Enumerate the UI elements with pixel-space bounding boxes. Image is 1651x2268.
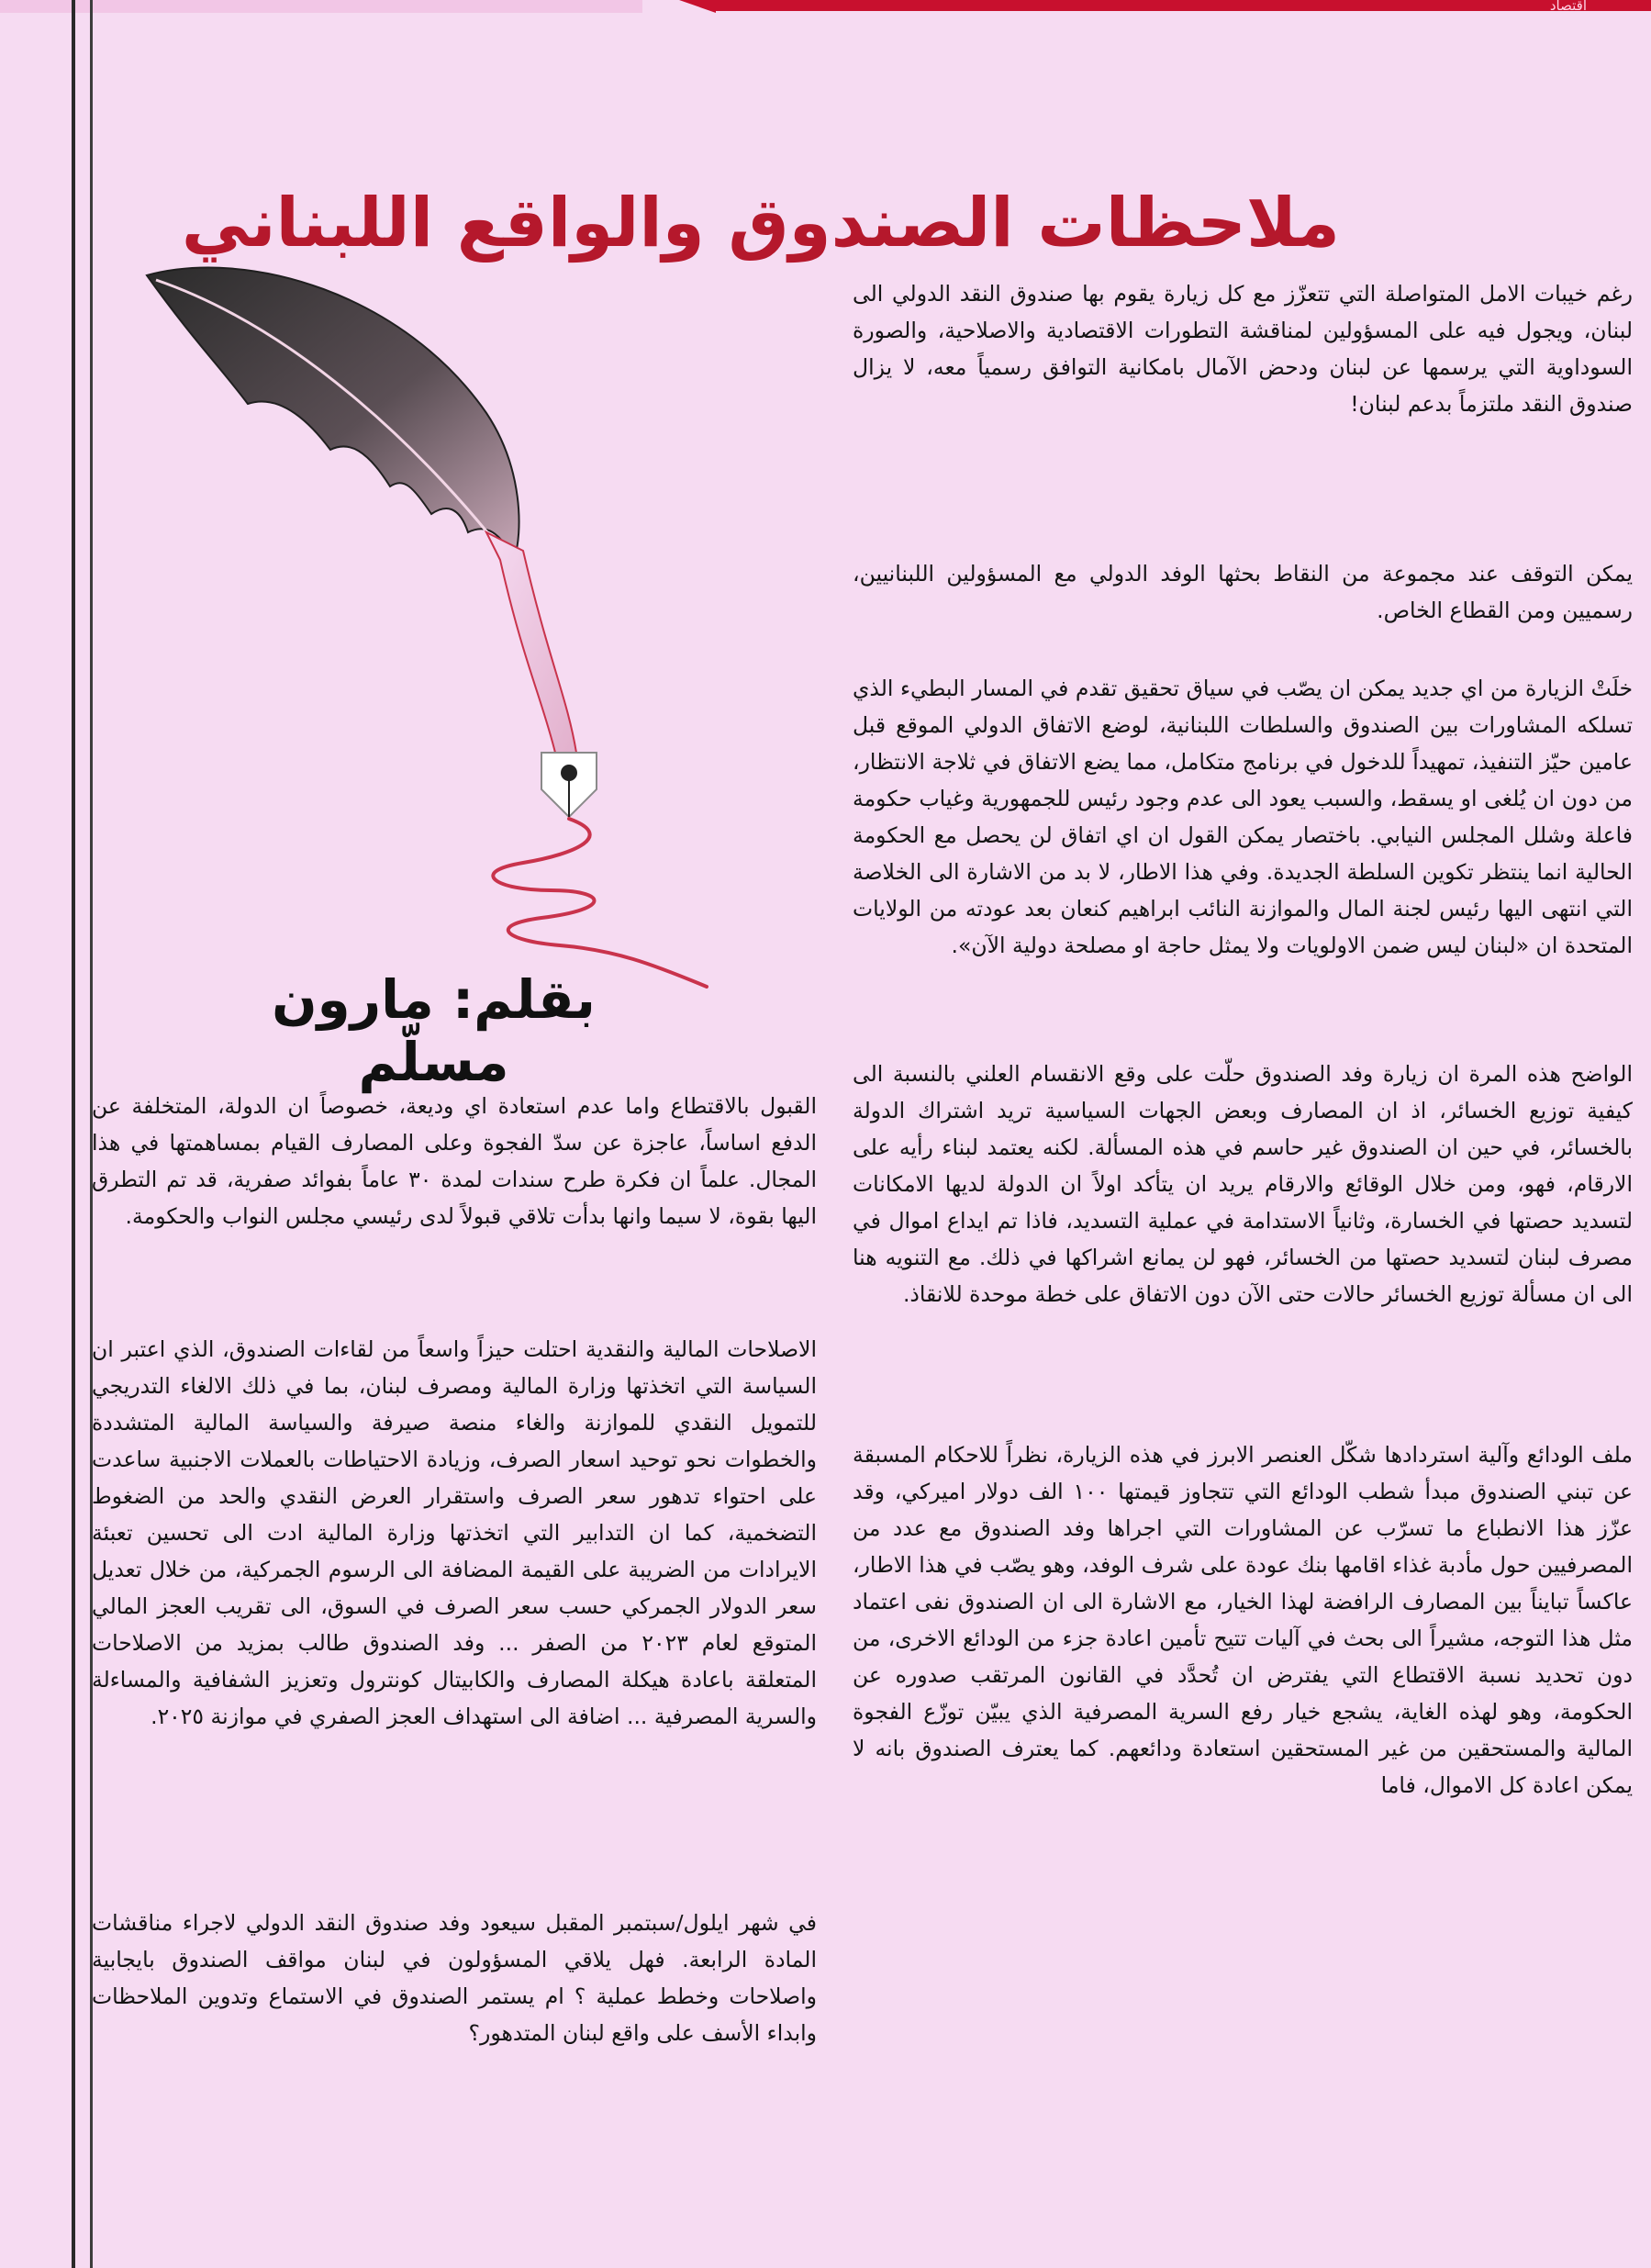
top-bar-divider — [679, 0, 716, 13]
paragraph-deposits: ملف الودائع وآلية استردادها شكّل العنصر الابرز في هذه الزيارة، نظراً للاحكام المسبقة عن تبني الصندوق مبدأ شطب الودائع التي تتجاوز قيمتها ١٠٠ الف دولار اميركي، وقد عزّز هذا الانطباع ما تسرّب عن المشاورات التي اجراها وفد الصندوق مع عدد من المصرفيين حول مأدبة غذاء اقامها بنك عودة على شرف الوفد، وهو يصّب في هذا الاطار، عاكساً تبايناً بين المصارف الرافضة لهذا الخيار، مع الاشارة الى ان الصندوق نفى اعتماد مثل هذا التوجه، مشيراً الى بحث في آليات تتيح تأمين اعادة جزء من الودائع الاخرى، من دون تحديد نسبة الاقتطاع التي يفترض ان تُحدَّد في القانون المرتقب صدوره عن الحكومة، وهو لهذه الغاية، يشجع خيار رفع السرية المصرفية الذي يبيّن توزّع الفجوة المالية والمستحقين من غير المستحقين استعادة ودائعهم. كما يعترف الصندوق بانه لا يمكن اعادة كل الاموال، فاما — [853, 1442, 1633, 1798]
paragraph-haircut: القبول بالاقتطاع واما عدم استعادة اي وديعة، خصوصاً ان الدولة، المتخلفة عن الدفع اساساً، عاجزة عن سدّ الفجوة وعلى المصارف القيام بمساهمتها في هذا المجال. علماً ان فكرة طرح سندات لمدة ٣٠ عاماً بفوائد صفرية، قد تم التطرق اليها بقوة، لا سيما وانها بدأت تلاقي قبولاً لدى رئيسي مجلس النواب والحكومة. — [92, 1093, 818, 1229]
article-title: ملاحظات الصندوق والواقع اللبناني — [181, 183, 1340, 263]
article-left-column — [92, 1088, 817, 2051]
paragraph-losses: الواضح هذه المرة ان زيارة وفد الصندوق حلّت على وقع الانقسام العلني بالنسبة الى كيفية توزيع الخسائر، اذ ان المصارف وبعض الجهات السياسية تريد اشتراك الدولة بالخسائر، في حين ان الصندوق غير حاسم في هذه المسألة. لكنه يعتمد لبناء رأيه على الارقام، فهو، ومن خلال الوقائع والارقام يريد ان يتأكد اولاً ان الدولة لديها الامكانات لتسديد حصتها في الخسارة، وثانياً الاستدامة في عملية التسديد، فاذا تم ايداع اموال في مصرف لبنان لتسديد حصتها من الخسائر، فهو لن يمانع اشراكها في ذلك. مع التنويه هنا الى ان مسألة توزيع الخسائر حالات حتى الآن دون الاتفاق على خطة موحدة للانقاذ. — [853, 1061, 1633, 1307]
paragraph-reforms: الاصلاحات المالية والنقدية احتلت حيزاً واسعاً من لقاءات الصندوق، الذي اعتبر ان السياسة التي اتخذتها وزارة المالية ومصرف لبنان، بما في ذلك الالغاء التدريجي للتمويل النقدي للموازنة والغاء منصة صيرفة والسياسة المالية المتشددة والخطوات نحو توحيد اسعار الصرف، وزيادة الاحتياطات بالعملات الاجنبية ساعدت على احتواء تدهور سعر الصرف واستقرار العرض النقدي والحد من الضغوط التضخمية، كما ان التدابير التي اتخذتها وزارة المالية ادت الى تحسين تعبئة الايرادات من الضريبة على القيمة المضافة الى الرسوم الجمركية، من خلال تعديل سعر الدولار الجمركي حسب سعر الصرف في السوق، الى تقريب العجز المالي المتوقع لعام ٢٠٢٣ من الصفر ... وفد الصندوق طالب بمزيد من الاصلاحات المتعلقة باعادة هيكلة المصارف والكابيتال كونترول وتعزيز الشفافية والمساءلة والسرية المصرفية ... اضافة الى استهداف العجز الصفري في موازنة ٢٠٢٥. — [92, 1336, 817, 1729]
quill-pen-icon — [138, 257, 725, 991]
article-right-column — [853, 275, 1633, 1804]
binding-line — [72, 0, 75, 2268]
paragraph-intro: رغم خيبات الامل المتواصلة التي تتعزّز مع كل زيارة يقوم بها صندوق النقد الدولي الى لبنان، ويجول فيه على المسؤولين لمناقشة التطورات الاقتصادية والاصلاحية، والصورة السوداوية التي يرسمها عن لبنان ودحض الآمال بامكانية التوافق رسمياً معه، لا يزال صندوق النقد ملتزماً بدعم لبنان! — [853, 281, 1633, 417]
top-bar-red — [716, 0, 1651, 11]
top-color-bar — [0, 0, 1651, 13]
paragraph-visit: خلَتْ الزيارة من اي جديد يمكن ان يصّب في سياق تحقيق تقدم في المسار البطيء الذي تسلكه المشاورات بين الصندوق والسلطات اللبنانية، لوضع الاتفاق الدولي الموقع قبل عامين حيّز التنفيذ، تمهيداً للدخول في برنامج متكامل، مما يضع الاتفاق في ثلاجة الانتظار، من دون ان يُلغى او يسقط، والسبب يعود الى عدم وجود رئيس للجمهورية وغياب حكومة فاعلة وشلل المجلس النيابي. باختصار يمكن القول ان اي اتفاق لن يحصل مع الحكومة الحالية انما ينتظر تكوين السلطة الجديدة. وفي هذا الاطار، لا بد من الاشارة الى الخلاصة التي انتهى اليها رئيس لجنة المال والموازنة النائب ابراهيم كنعان بعد عودته من الولايات المتحدة ان «لبنان ليس ضمن الاولويات ولا يمثل حاجة او مصلحة دولية الآن». — [853, 676, 1633, 958]
paragraph-points: يمكن التوقف عند مجموعة من النقاط بحثها الوفد الدولي مع المسؤولين اللبنانيين، رسميين ومن القطاع الخاص. — [853, 561, 1633, 623]
section-label: اقتصاد — [1549, 0, 1587, 14]
paragraph-september: في شهر ايلول/سبتمبر المقبل سيعود وفد صندوق النقد الدولي لاجراء مناقشات المادة الرابعة. فهل يلاقي المسؤولون في لبنان مواقف الصندوق بايجابية واصلاحات وخطط عملية ؟ ام يستمر الصندوق في الاستماع وتدوين الملاحظات وابداء الأسف على واقع لبنان المتدهور؟ — [92, 1910, 817, 2046]
top-bar-pink — [0, 0, 642, 13]
author-byline: بقلم: مارون مسلّم — [272, 968, 596, 1093]
